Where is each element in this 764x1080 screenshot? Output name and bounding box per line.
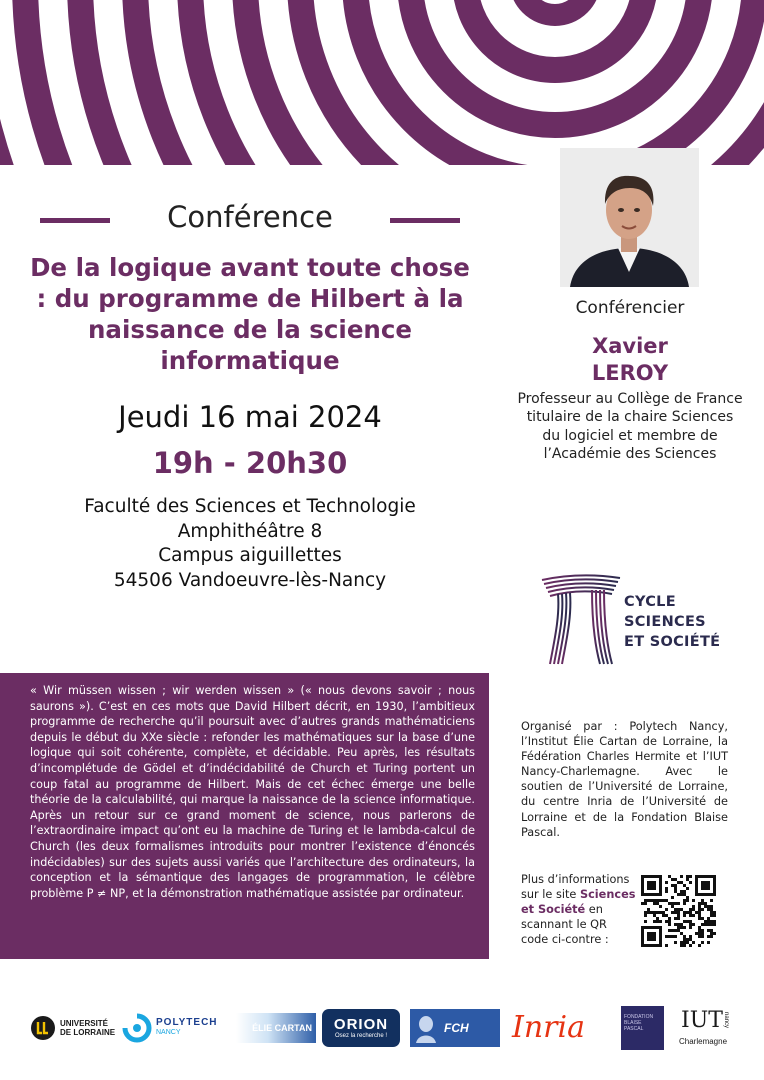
ul-logo-line: UNIVERSITÉ xyxy=(60,1018,109,1028)
more-info-text xyxy=(521,872,636,947)
institut-elie-cartan-logo xyxy=(236,1005,316,1050)
more-info-prefix: Plus d’informations sur le site xyxy=(521,873,630,902)
speaker-first-name: Xavier xyxy=(592,334,668,358)
orion-logo xyxy=(322,1005,402,1050)
federation-charles-hermite-logo xyxy=(410,1005,502,1050)
venue-line: Faculté des Sciences et Technologie xyxy=(84,496,416,517)
qr-code-graphic xyxy=(641,875,716,947)
speaker-portrait-image xyxy=(560,148,699,287)
conference-title: De la logique avant toute chose : du programme de Hilbert à la naissance de la science informatique xyxy=(30,253,470,375)
abstract-panel xyxy=(0,673,489,959)
cycle-logo-line: CYCLE xyxy=(624,594,676,610)
right-divider-rule xyxy=(390,218,460,223)
speaker-photo xyxy=(560,148,699,287)
site-link[interactable]: Sciences et Société xyxy=(521,888,636,917)
concentric-arcs-graphic xyxy=(0,0,764,165)
speaker-last-name: LEROY xyxy=(591,361,669,385)
iut-charlemagne-logo xyxy=(677,1005,739,1050)
polytech-logo-city: NANCY xyxy=(156,1028,181,1036)
iut-logo-city: nancy xyxy=(723,1011,729,1028)
iut-logo-subtitle: Charlemagne xyxy=(679,1036,728,1046)
speaker-label: Conférencier xyxy=(575,298,685,318)
polytech-icon xyxy=(122,1013,152,1043)
inria-logo xyxy=(512,1005,612,1050)
iut-logo-name: IUT xyxy=(681,1007,723,1033)
cycle-logo-text xyxy=(624,592,720,652)
ul-logo-line: DE LORRAINE xyxy=(60,1027,116,1037)
speaker-name xyxy=(520,333,740,387)
ul-icon xyxy=(30,1015,56,1041)
pi-symbol-icon xyxy=(540,572,630,667)
venue-address xyxy=(30,495,470,593)
speaker-bio: Professeur au Collège de France titulaire de la chaire Sciences du logiciel et membre de l’Académie des Sciences xyxy=(517,391,743,463)
orion-logo-tagline: Osez la recherche ! xyxy=(334,1033,388,1039)
venue-line: 54506 Vandoeuvre-lès-Nancy xyxy=(113,569,387,591)
cycle-logo-line: ET SOCIÉTÉ xyxy=(624,634,721,650)
header-arcs-banner xyxy=(0,0,764,165)
polytech-nancy-logo xyxy=(122,1005,232,1050)
venue-line: Campus aiguillettes xyxy=(158,545,342,566)
conference-label: Conférence xyxy=(167,200,333,234)
fondation-blaise-pascal-logo xyxy=(621,1005,666,1050)
abstract-text: « Wir müssen wissen ; wir werden wissen » (« nous devons savoir ; nous saurons »). C’est en ces mots que David Hilbert décrit, en 1930, l’ambitieux programme de recherche qu’il poursuit avec d’autres grands mathématiciens depuis le début du XXe siècle : refonder les mathématiques sur la base d’une logique qui soit cohérente, complète, et décidable. Peu après, les résultats d’incomplétude de Gödel et d’indécidabilité de Church et Turing portent un coup fatal au programme de Hilbert. Mais de cet échec émerge une belle théorie de la calculabilité, qui marque la naissance de la science informatique. Après un retour sur ce grand moment de science, nous parlerons de l’extraordinaire impact qu’ont eu la machine de Turing et le lambda-calcul de Church (les deux formalismes introduits pour montrer l’existence d’énoncés indécidables) sur des sujets aussi variés que l’architecture des ordinateurs, la conception et la sémantique des langages de programmation, le célèbre problème P ≠ NP, et la démonstration mathématique assistée par ordinateur. xyxy=(30,684,475,900)
polytech-logo-name: POLYTECH xyxy=(156,1016,218,1028)
left-divider-rule xyxy=(40,218,110,223)
organisers-text: Organisé par : Polytech Nancy, l’Institut Élie Cartan de Lorraine, la Fédération Charles Hermite et l’IUT Nancy-Charlemagne. Avec le soutien de l’Université de Lorraine, du centre Inria de l’Université de Lorraine et de la Fondation Blaise Pascal. xyxy=(521,720,728,839)
fbp-logo-line: PASCAL xyxy=(624,1025,644,1032)
more-info-suffix: en scannant le QR code ci-contre : xyxy=(521,903,609,947)
qr-code-icon[interactable] xyxy=(641,875,716,947)
orion-logo-name: ORION xyxy=(333,1016,389,1033)
fch-logo-text: FCH xyxy=(444,1020,469,1035)
hermite-portrait-icon xyxy=(414,1013,438,1043)
universite-lorraine-logo xyxy=(30,1005,118,1050)
iecl-logo-text: ÉLIE CARTAN xyxy=(252,1022,312,1033)
cycle-logo-line: SCIENCES xyxy=(624,614,706,630)
venue-line: Amphithéâtre 8 xyxy=(177,520,323,542)
conference-time: 19h - 20h30 xyxy=(152,446,348,480)
fbp-logo-line: BLAISE xyxy=(624,1019,642,1026)
fbp-logo-line: FONDATION xyxy=(624,1013,654,1020)
conference-date: Jeudi 16 mai 2024 xyxy=(118,400,382,434)
inria-logo-text: Inria xyxy=(512,1010,585,1045)
